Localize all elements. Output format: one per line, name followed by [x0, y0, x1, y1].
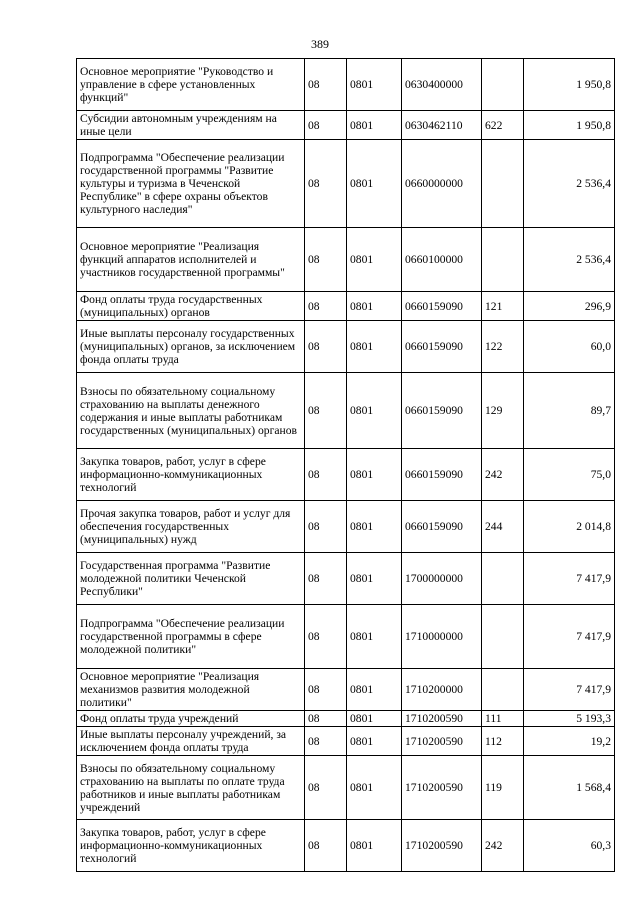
row-expense-type: 244 — [482, 501, 524, 553]
row-target-code: 1710200590 — [402, 756, 482, 820]
row-section-code: 0801 — [347, 449, 402, 501]
row-target-code: 1700000000 — [402, 553, 482, 605]
row-ministry-code: 08 — [305, 820, 347, 872]
row-name: Закупка товаров, работ, услуг в сфере информационно-коммуникационных технологий — [77, 820, 305, 872]
table-row — [77, 605, 615, 669]
row-section-code: 0801 — [347, 605, 402, 669]
row-name: Иные выплаты персоналу учреждений, за исключением фонда оплаты труда — [77, 727, 305, 756]
row-amount: 1 568,4 — [524, 756, 615, 820]
row-section-code: 0801 — [347, 228, 402, 292]
row-amount: 1 950,8 — [524, 59, 615, 111]
page-number: 389 — [311, 37, 329, 51]
row-ministry-code: 08 — [305, 669, 347, 711]
table-row — [77, 59, 615, 111]
row-target-code: 0660000000 — [402, 140, 482, 228]
row-expense-type — [482, 553, 524, 605]
row-expense-type — [482, 669, 524, 711]
row-ministry-code: 08 — [305, 228, 347, 292]
row-expense-type: 242 — [482, 820, 524, 872]
row-section-code: 0801 — [347, 669, 402, 711]
table-row — [77, 292, 615, 321]
row-expense-type: 119 — [482, 756, 524, 820]
row-name: Основное мероприятие "Реализация функций аппаратов исполнителей и участников государственной программы" — [77, 228, 305, 292]
row-section-code: 0801 — [347, 553, 402, 605]
row-expense-type: 242 — [482, 449, 524, 501]
row-expense-type: 129 — [482, 373, 524, 449]
row-target-code: 1710200590 — [402, 727, 482, 756]
row-name: Прочая закупка товаров, работ и услуг для обеспечения государственных (муниципальных) нужд — [77, 501, 305, 553]
row-target-code: 0630400000 — [402, 59, 482, 111]
row-name: Субсидии автономным учреждениям на иные цели — [77, 111, 305, 140]
row-target-code: 1710200590 — [402, 711, 482, 727]
table-row — [77, 669, 615, 711]
table-row — [77, 321, 615, 373]
row-target-code: 0660159090 — [402, 501, 482, 553]
table-row — [77, 820, 615, 872]
row-target-code: 1710000000 — [402, 605, 482, 669]
table-row — [77, 228, 615, 292]
row-target-code: 0660100000 — [402, 228, 482, 292]
row-ministry-code: 08 — [305, 111, 347, 140]
table-row — [77, 501, 615, 553]
row-ministry-code: 08 — [305, 553, 347, 605]
row-section-code: 0801 — [347, 501, 402, 553]
row-section-code: 0801 — [347, 111, 402, 140]
row-target-code: 0660159090 — [402, 292, 482, 321]
row-expense-type — [482, 59, 524, 111]
table-row — [77, 140, 615, 228]
row-target-code: 0660159090 — [402, 321, 482, 373]
row-name: Государственная программа "Развитие молодежной политики Чеченской Республики" — [77, 553, 305, 605]
row-section-code: 0801 — [347, 727, 402, 756]
row-amount: 89,7 — [524, 373, 615, 449]
table-row — [77, 553, 615, 605]
budget-table — [76, 58, 615, 872]
row-expense-type: 121 — [482, 292, 524, 321]
table-row — [77, 449, 615, 501]
row-section-code: 0801 — [347, 321, 402, 373]
row-amount: 296,9 — [524, 292, 615, 321]
row-name: Фонд оплаты труда учреждений — [77, 711, 305, 727]
row-section-code: 0801 — [347, 711, 402, 727]
table-row — [77, 373, 615, 449]
row-ministry-code: 08 — [305, 727, 347, 756]
row-target-code: 1710200000 — [402, 669, 482, 711]
row-name: Взносы по обязательному социальному страхованию на выплаты по оплате труда работников и иные выплаты работникам учреждений — [77, 756, 305, 820]
table-row — [77, 756, 615, 820]
row-expense-type — [482, 605, 524, 669]
row-amount: 60,3 — [524, 820, 615, 872]
row-target-code: 0660159090 — [402, 449, 482, 501]
row-name: Основное мероприятие "Реализация механизмов развития молодежной политики" — [77, 669, 305, 711]
row-expense-type: 112 — [482, 727, 524, 756]
row-ministry-code: 08 — [305, 59, 347, 111]
row-ministry-code: 08 — [305, 449, 347, 501]
budget-table-body — [77, 59, 615, 872]
row-amount: 1 950,8 — [524, 111, 615, 140]
row-amount: 5 193,3 — [524, 711, 615, 727]
row-amount: 2 014,8 — [524, 501, 615, 553]
table-row — [77, 711, 615, 727]
row-expense-type: 111 — [482, 711, 524, 727]
row-amount: 7 417,9 — [524, 669, 615, 711]
row-ministry-code: 08 — [305, 501, 347, 553]
row-ministry-code: 08 — [305, 605, 347, 669]
row-section-code: 0801 — [347, 140, 402, 228]
row-target-code: 0660159090 — [402, 373, 482, 449]
row-expense-type: 122 — [482, 321, 524, 373]
row-amount: 75,0 — [524, 449, 615, 501]
row-expense-type — [482, 140, 524, 228]
row-expense-type: 622 — [482, 111, 524, 140]
row-name: Подпрограмма "Обеспечение реализации государственной программы "Развитие культуры и туризма в Чеченской Республике" в сфере охраны объектов культурного наследия" — [77, 140, 305, 228]
table-row — [77, 111, 615, 140]
row-name: Основное мероприятие "Руководство и управление в сфере установленных функций" — [77, 59, 305, 111]
row-expense-type — [482, 228, 524, 292]
row-ministry-code: 08 — [305, 756, 347, 820]
row-ministry-code: 08 — [305, 711, 347, 727]
row-name: Закупка товаров, работ, услуг в сфере информационно-коммуникационных технологий — [77, 449, 305, 501]
row-amount: 7 417,9 — [524, 605, 615, 669]
row-name: Иные выплаты персоналу государственных (муниципальных) органов, за исключением фонда оплаты труда — [77, 321, 305, 373]
row-amount: 60,0 — [524, 321, 615, 373]
row-amount: 19,2 — [524, 727, 615, 756]
row-amount: 2 536,4 — [524, 140, 615, 228]
row-target-code: 1710200590 — [402, 820, 482, 872]
row-ministry-code: 08 — [305, 373, 347, 449]
row-section-code: 0801 — [347, 756, 402, 820]
row-amount: 7 417,9 — [524, 553, 615, 605]
row-ministry-code: 08 — [305, 140, 347, 228]
row-section-code: 0801 — [347, 820, 402, 872]
row-name: Фонд оплаты труда государственных (муниципальных) органов — [77, 292, 305, 321]
row-name: Взносы по обязательному социальному страхованию на выплаты денежного содержания и иные выплаты работникам государственных (муниципальных) органов — [77, 373, 305, 449]
table-row — [77, 727, 615, 756]
row-amount: 2 536,4 — [524, 228, 615, 292]
row-target-code: 0630462110 — [402, 111, 482, 140]
row-ministry-code: 08 — [305, 321, 347, 373]
row-name: Подпрограмма "Обеспечение реализации государственной программы в сфере молодежной политики" — [77, 605, 305, 669]
row-section-code: 0801 — [347, 59, 402, 111]
row-section-code: 0801 — [347, 373, 402, 449]
row-ministry-code: 08 — [305, 292, 347, 321]
row-section-code: 0801 — [347, 292, 402, 321]
